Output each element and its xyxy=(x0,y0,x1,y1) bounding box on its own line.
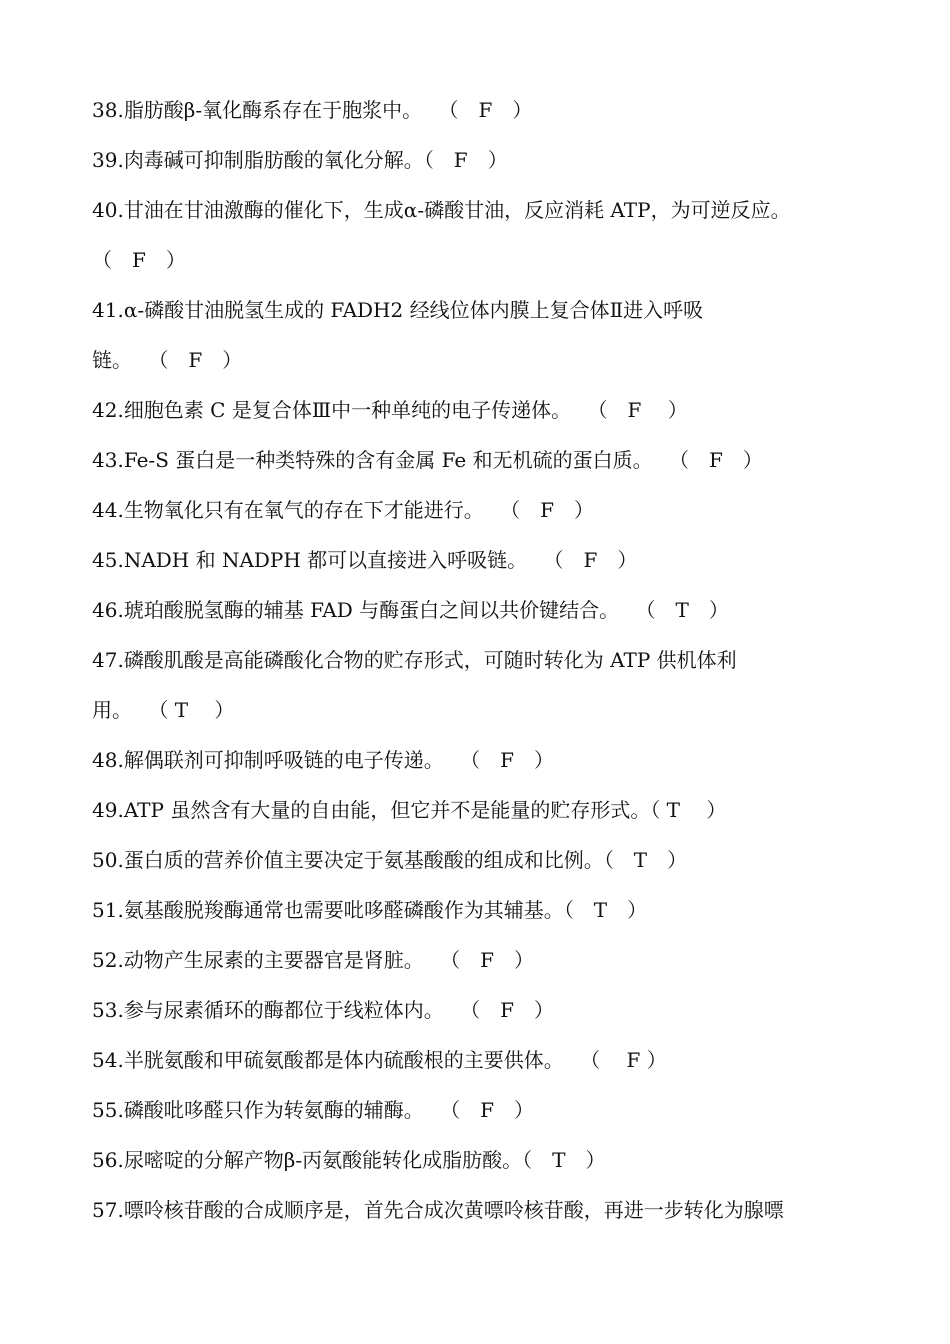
question-43 xyxy=(92,446,862,474)
question-text: 动物产生尿素的主要器官是肾脏。 xyxy=(123,948,414,972)
question-text: 蛋白质的营养价值主要决定于氨基酸酸的组成和比例。 xyxy=(123,848,604,872)
answer-mark: （ T ） xyxy=(563,898,648,922)
question-number: 49. xyxy=(92,798,124,822)
answer-mark: （ F ） xyxy=(553,1048,667,1072)
question-text: 甘油在甘油激酶的催化下，生成α-磷酸甘油，反应消耗 ATP，为可逆反应。 xyxy=(123,198,791,222)
question-47-continued xyxy=(92,696,862,724)
question-54 xyxy=(92,1046,862,1074)
answer-mark: （ T ） xyxy=(522,1148,606,1172)
question-number: 41. xyxy=(92,298,124,322)
answer-mark: （ F ） xyxy=(473,498,595,522)
question-number: 57. xyxy=(92,1198,124,1222)
question-42 xyxy=(92,396,862,424)
question-number: 56. xyxy=(92,1148,124,1172)
answer-mark: （ T ） xyxy=(650,798,727,822)
question-number: 44. xyxy=(92,498,124,522)
question-51 xyxy=(92,896,862,924)
question-40-continued xyxy=(92,246,862,274)
question-text: 链。 xyxy=(92,348,122,372)
question-text: ATP 虽然含有大量的自由能，但它并不是能量的贮存形式。 xyxy=(123,798,651,822)
answer-mark: （ F ） xyxy=(561,398,688,422)
question-number: 51. xyxy=(92,898,124,922)
question-40 xyxy=(92,196,862,224)
question-number: 43. xyxy=(92,448,124,472)
answer-mark: （ T ） xyxy=(609,598,729,622)
question-48 xyxy=(92,746,862,774)
question-text: 生物氧化只有在氧气的存在下才能进行。 xyxy=(123,498,474,522)
question-number: 55. xyxy=(92,1098,124,1122)
question-text: Fe-S 蛋白是一种类特殊的含有金属 Fe 和无机硫的蛋白质。 xyxy=(123,448,643,472)
question-46 xyxy=(92,596,862,624)
question-text: 解偶联剂可抑制呼吸链的电子传递。 xyxy=(123,748,434,772)
question-number: 52. xyxy=(92,948,124,972)
question-number: 38. xyxy=(92,98,124,122)
question-number: 47. xyxy=(92,648,124,672)
question-number: 42. xyxy=(92,398,124,422)
question-number: 54. xyxy=(92,1048,124,1072)
answer-mark: （ T ） xyxy=(122,698,235,722)
question-55 xyxy=(92,1096,862,1124)
question-text: 参与尿素循环的酶都位于线粒体内。 xyxy=(123,998,434,1022)
question-56 xyxy=(92,1146,862,1174)
answer-mark: （ F ） xyxy=(122,348,243,372)
answer-mark: （ F ） xyxy=(642,448,763,472)
question-number: 40. xyxy=(92,198,124,222)
answer-mark: （ F ） xyxy=(433,748,555,772)
question-49 xyxy=(92,796,862,824)
question-41-continued xyxy=(92,346,862,374)
question-text: 嘌呤核苷酸的合成顺序是，首先合成次黄嘌呤核苷酸，再进一步转化为腺嘌 xyxy=(123,1198,784,1222)
question-38 xyxy=(92,96,862,124)
question-57 xyxy=(92,1196,862,1224)
question-39 xyxy=(92,146,862,174)
question-text: 细胞色素 C 是复合体Ⅲ中一种单纯的电子传递体。 xyxy=(123,398,562,422)
question-text: 脂肪酸β-氧化酶系存在于胞浆中。 xyxy=(123,98,413,122)
question-number: 45. xyxy=(92,548,124,572)
question-text: 氨基酸脱羧酶通常也需要吡哆醛磷酸作为其辅基。 xyxy=(123,898,564,922)
question-44 xyxy=(92,496,862,524)
answer-mark: （ F ） xyxy=(413,948,535,972)
answer-mark: （ F ） xyxy=(517,548,638,572)
question-text: 尿嘧啶的分解产物β-丙氨酸能转化成脂肪酸。 xyxy=(123,1148,523,1172)
question-50 xyxy=(92,846,862,874)
question-number: 46. xyxy=(92,598,124,622)
question-number: 50. xyxy=(92,848,124,872)
question-text: 半胱氨酸和甲硫氨酸都是体内硫酸根的主要供体。 xyxy=(123,1048,554,1072)
answer-mark: （ F ） xyxy=(423,148,508,172)
question-text: 琥珀酸脱氢酶的辅基 FAD 与酶蛋白之间以共价键结合。 xyxy=(123,598,610,622)
question-text: NADH 和 NADPH 都可以直接进入呼吸链。 xyxy=(123,548,518,572)
answer-mark: （ F ） xyxy=(412,98,533,122)
question-number: 39. xyxy=(92,148,124,172)
question-47 xyxy=(92,646,862,674)
question-number: 48. xyxy=(92,748,124,772)
question-41 xyxy=(92,296,862,324)
question-text: 肉毒碱可抑制脂肪酸的氧化分解。 xyxy=(123,148,424,172)
question-text: 磷酸肌酸是高能磷酸化合物的贮存形式，可随时转化为 ATP 供机体利 xyxy=(123,648,737,672)
question-text: α-磷酸甘油脱氢生成的 FADH2 经线位体内膜上复合体Ⅱ进入呼吸 xyxy=(123,298,704,322)
question-text: 用。 xyxy=(92,698,122,722)
answer-mark: （ F ） xyxy=(413,1098,535,1122)
answer-mark: （ F ） xyxy=(92,248,186,272)
question-53 xyxy=(92,996,862,1024)
question-number: 53. xyxy=(92,998,124,1022)
question-52 xyxy=(92,946,862,974)
question-45 xyxy=(92,546,862,574)
answer-mark: （ T ） xyxy=(603,848,688,872)
question-text: 磷酸吡哆醛只作为转氨酶的辅酶。 xyxy=(123,1098,414,1122)
answer-mark: （ F ） xyxy=(433,998,555,1022)
